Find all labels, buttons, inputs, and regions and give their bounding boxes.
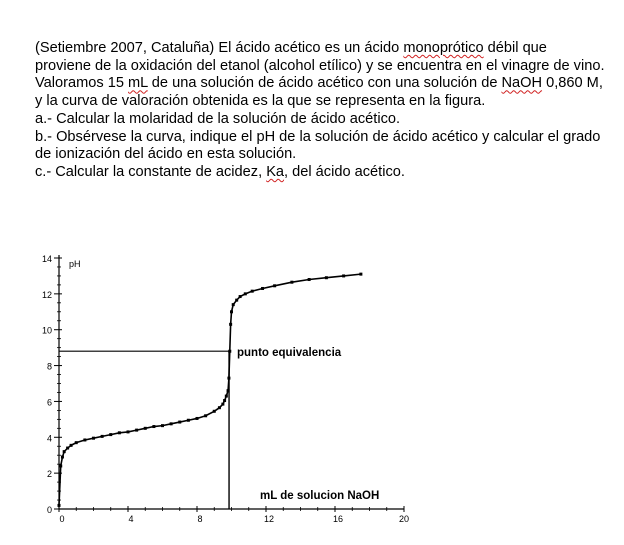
titration-curve	[58, 273, 363, 507]
chart-ticks	[42, 254, 409, 524]
y-axis-label: pH	[69, 259, 81, 269]
equivalence-lines	[59, 351, 229, 509]
data-point	[178, 421, 181, 424]
data-point	[61, 456, 64, 459]
data-point	[228, 350, 231, 353]
intro-text: (Setiembre 2007, Cataluña) El ácido acético es un ácido	[35, 40, 404, 56]
data-point	[75, 441, 78, 444]
problem-statement	[35, 40, 605, 182]
data-point	[290, 281, 293, 284]
x-tick-label: 0	[59, 514, 65, 524]
data-point	[127, 430, 130, 433]
x-axis-label: mL de solucion NaOH	[260, 490, 380, 502]
question-c	[35, 164, 605, 182]
data-point	[232, 303, 235, 306]
y-tick-label: 8	[46, 361, 52, 372]
y-tick-label: 4	[46, 433, 52, 444]
data-point	[70, 444, 73, 447]
data-point	[59, 464, 62, 467]
question-c-text-cont: , del ácido acético.	[284, 163, 405, 180]
data-point	[273, 284, 276, 287]
data-point	[308, 278, 311, 281]
data-point	[221, 403, 224, 406]
data-point	[101, 435, 104, 438]
data-point	[187, 419, 190, 422]
x-tick-label: 20	[398, 514, 410, 524]
data-point	[144, 427, 147, 430]
y-tick-label: 12	[41, 289, 52, 300]
data-point	[58, 504, 61, 507]
data-point	[239, 295, 242, 298]
problem-setup	[35, 75, 605, 110]
chart-axes	[59, 255, 404, 509]
data-point	[196, 417, 199, 420]
data-point	[261, 287, 264, 290]
data-point	[235, 299, 238, 302]
problem-intro	[35, 40, 605, 75]
data-point	[63, 450, 66, 453]
y-tick-label: 0	[46, 505, 52, 515]
data-point	[223, 399, 226, 402]
chart-labels	[69, 259, 379, 502]
data-point	[251, 290, 254, 293]
x-tick-label: 4	[128, 514, 134, 524]
setup-text-mid: de una solución de ácido acético con una solución de	[147, 75, 502, 92]
y-tick-label: 6	[46, 397, 52, 408]
spellcheck-word: monoprótico	[403, 40, 484, 56]
spellcheck-unit: mL	[128, 75, 148, 92]
data-point	[83, 438, 86, 441]
spellcheck-naoh: NaOH	[501, 75, 543, 92]
data-point	[229, 323, 232, 326]
data-point	[66, 447, 69, 450]
x-tick-label: 12	[263, 514, 275, 524]
data-point	[227, 389, 230, 392]
data-point	[152, 425, 155, 428]
y-tick-label: 10	[41, 325, 52, 336]
question-b: b.- Obsérvese la curva, indique el pH de la solución de ácido acético y calcular el grado de ionización del ácido en esta solución.	[35, 128, 601, 163]
setup-text: Valoramos 15	[35, 75, 129, 92]
data-point	[230, 310, 233, 313]
data-point	[218, 406, 221, 409]
data-point	[213, 410, 216, 413]
data-point	[170, 422, 173, 425]
data-point	[135, 429, 138, 432]
question-a: a.- Calcular la molaridad de la solución de ácido acético.	[35, 110, 401, 127]
titration-chart	[0, 245, 624, 545]
y-tick-label: 14	[41, 254, 52, 264]
data-point	[92, 437, 95, 440]
y-tick-label: 2	[46, 469, 52, 480]
x-tick-label: 8	[197, 514, 203, 524]
data-point	[204, 414, 207, 417]
intro-text-cont: débil que proviene de la oxidación del etanol (alcohol etílico) y se encuentra en el vinagre de vino.	[35, 40, 605, 74]
data-point	[325, 276, 328, 279]
spellcheck-ka: Ka	[266, 163, 285, 180]
x-tick-label: 16	[332, 514, 344, 524]
data-point	[244, 292, 247, 295]
data-point	[359, 273, 362, 276]
data-point	[225, 395, 228, 398]
data-point	[342, 274, 345, 277]
data-point	[118, 431, 121, 434]
data-point	[227, 377, 230, 380]
titration-curve-line	[59, 274, 361, 505]
equivalence-label: punto equivalencia	[237, 347, 342, 359]
data-point	[109, 433, 112, 436]
setup-text-cont: 0,860 M, y la curva de valoración obtenida es la que se representa en la figura.	[35, 75, 603, 110]
data-point	[161, 424, 164, 427]
question-c-text: c.- Calcular la constante de acidez,	[35, 163, 267, 180]
